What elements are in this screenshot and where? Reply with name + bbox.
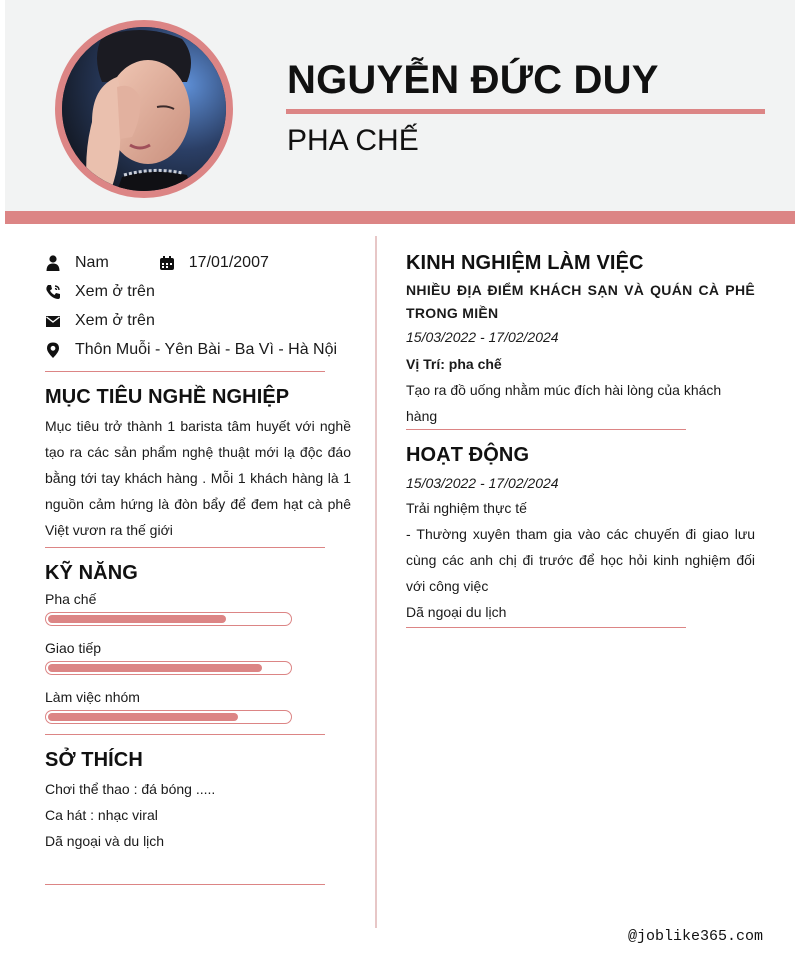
- skills-list: [45, 589, 351, 724]
- hobby-item: Chơi thể thao : đá bóng .....: [45, 781, 216, 797]
- birthday: [159, 254, 269, 272]
- map-pin-icon: [45, 342, 61, 358]
- skill-progress-track: [45, 661, 292, 675]
- info-row-phone: [45, 277, 351, 306]
- section-divider: [406, 429, 686, 430]
- activity-date: 15/03/2022 - 17/02/2024: [406, 475, 559, 491]
- skill-progress-track: [45, 612, 292, 626]
- right-column: [406, 252, 755, 628]
- section-divider: [406, 627, 686, 628]
- profile-photo: [62, 27, 226, 191]
- section-divider: [45, 547, 325, 548]
- experience-role: Vị Trí: pha chế: [406, 356, 502, 372]
- info-row-email: [45, 306, 351, 335]
- gender: [45, 254, 109, 272]
- name-underline: [286, 109, 765, 114]
- section-divider: [45, 734, 325, 735]
- objective-heading: MỤC TIÊU NGHỀ NGHIỆP: [45, 386, 290, 408]
- person-icon: [45, 255, 61, 271]
- skills-heading: KỸ NĂNG: [45, 562, 138, 584]
- experience-company: NHIỀU ĐỊA ĐIỂM KHÁCH SẠN VÀ QUÁN CÀ PHÊ TRONG MIỀN: [406, 282, 755, 321]
- skill-progress-fill: [48, 664, 262, 672]
- watermark: @joblike365.com: [628, 928, 764, 945]
- hobby-item: Dã ngoại và du lịch: [45, 833, 165, 849]
- experience-date: 15/03/2022 - 17/02/2024: [406, 329, 559, 345]
- phone-value: Xem ở trên: [75, 282, 155, 300]
- birthday-value: 17/01/2007: [188, 253, 269, 271]
- skill-label: Làm việc nhóm: [45, 689, 140, 705]
- gender-value: Nam: [75, 253, 109, 271]
- email-value: Xem ở trên: [75, 311, 155, 329]
- hobbies-heading: SỞ THÍCH: [45, 749, 143, 771]
- header-accent-bar: [5, 211, 795, 224]
- job-title: PHA CHẾ: [287, 124, 419, 157]
- address-value: Thôn Muỗi - Yên Bài - Ba Vì - Hà Nội: [75, 340, 338, 358]
- calendar-icon: [159, 255, 175, 271]
- full-name: NGUYỄN ĐỨC DUY: [287, 58, 659, 102]
- avatar: [55, 20, 233, 198]
- envelope-icon: [45, 313, 61, 329]
- section-divider: [45, 371, 325, 372]
- info-row-gender-birthday: [45, 248, 351, 277]
- skill-progress-fill: [48, 713, 238, 721]
- activities-heading: HOẠT ĐỘNG: [406, 444, 530, 466]
- objective-text: Mục tiêu trở thành 1 barista tâm huyết với nghề tạo ra các sản phẩm nghệ thuật mới lạ độc đáo bằng tới tay khách hàng . Mỗi 1 khách hàng là 1 nguồn cảm hứng là đòn bẩy để đem hạt cà phê Việt vươn ra thế giới: [45, 418, 351, 538]
- section-divider: [45, 884, 325, 885]
- activity-description: - Thường xuyên tham gia vào các chuyến đi giao lưu cùng các anh chị đi trước để học hỏi kinh nghiệm đối với công việc: [406, 526, 755, 594]
- column-divider: [375, 236, 377, 928]
- skill-label: Giao tiếp: [45, 640, 102, 656]
- left-column: [45, 248, 351, 885]
- hobby-item: Ca hát : nhạc viral: [45, 807, 158, 823]
- activity-extra: Dã ngoại du lịch: [406, 604, 507, 620]
- skill-progress-fill: [48, 615, 226, 623]
- info-row-address: [45, 335, 351, 364]
- experience-description: Tạo ra đồ uống nhằm múc đích hài lòng của khách hàng: [406, 382, 722, 424]
- skill-progress-track: [45, 710, 292, 724]
- skill-label: Pha chế: [45, 591, 97, 607]
- activity-name: Trải nghiệm thực tế: [406, 500, 527, 516]
- experience-heading: KINH NGHIỆM LÀM VIỆC: [406, 252, 644, 274]
- phone-icon: [45, 284, 61, 300]
